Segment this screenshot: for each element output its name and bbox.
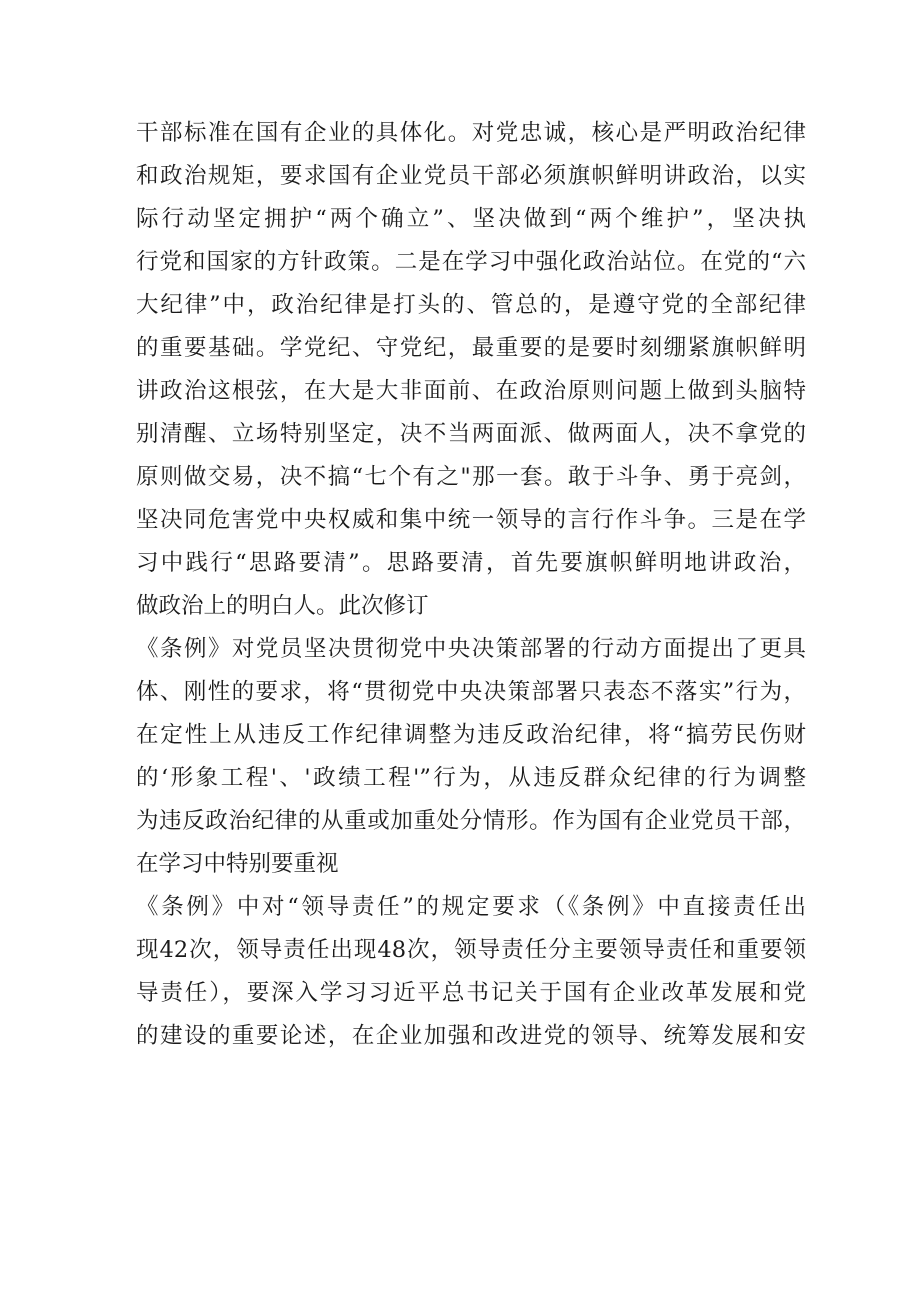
text-line: 的建设的重要论述，在企业加强和改进党的领导、统筹发展和安 [136,1023,806,1049]
text-line: 的‘形象工程'、'政绩工程'”行为，从违反群众纪律的行为调整 [136,765,806,791]
text-line: 和政治规矩，要求国有企业党员干部必须旗帜鲜明讲政治，以实 [136,163,806,189]
text-line: 大纪律”中，政治纪律是打头的、管总的，是遵守党的全部纪律 [136,292,806,318]
text-line: 《条例》对党员坚决贯彻党中央决策部署的行动方面提出了更具 [136,636,806,662]
text-line: 行党和国家的方针政策。二是在学习中强化政治站位。在党的“六 [136,249,806,275]
text-line: 的重要基础。学党纪、守党纪，最重要的是要时刻绷紧旗帜鲜明 [136,335,806,361]
text-line: 际行动坚定拥护“两个确立”、坚决做到“两个维护”，坚决执 [136,206,806,232]
text-line: 为违反政治纪律的从重或加重处分情形。作为国有企业党员干部， [136,808,806,834]
text-line: 别清醒、立场特别坚定，决不当两面派、做两面人，决不拿党的 [136,421,806,447]
body-text [136,112,806,1058]
text-line: 现42次，领导责任出现48次，领导责任分主要领导责任和重要领 [136,937,806,963]
text-line: 习中践行“思路要清”。思路要清，首先要旗帜鲜明地讲政治， [136,550,806,576]
text-line: 干部标准在国有企业的具体化。对党忠诚，核心是严明政治纪律 [136,120,806,146]
text-line: 原则做交易，决不搞“七个有之"那一套。敢于斗争、勇于亮剑， [136,464,806,490]
text-line: 《条例》中对“领导责任”的规定要求（《条例》中直接责任出 [136,894,806,920]
text-line: 在学习中特别要重视 [136,851,339,877]
text-line: 体、刚性的要求，将“贯彻党中央决策部署只表态不落实”行为， [136,679,806,705]
text-line: 做政治上的明白人。此次修订 [136,593,429,619]
text-line: 讲政治这根弦，在大是大非面前、在政治原则问题上做到头脑特 [136,378,806,404]
text-line: 在定性上从违反工作纪律调整为违反政治纪律，将“搞劳民伤财 [136,722,806,748]
text-line: 导责任），要深入学习习近平总书记关于国有企业改革发展和党 [136,980,806,1006]
text-line: 坚决同危害党中央权威和集中统一领导的言行作斗争。三是在学 [136,507,806,533]
